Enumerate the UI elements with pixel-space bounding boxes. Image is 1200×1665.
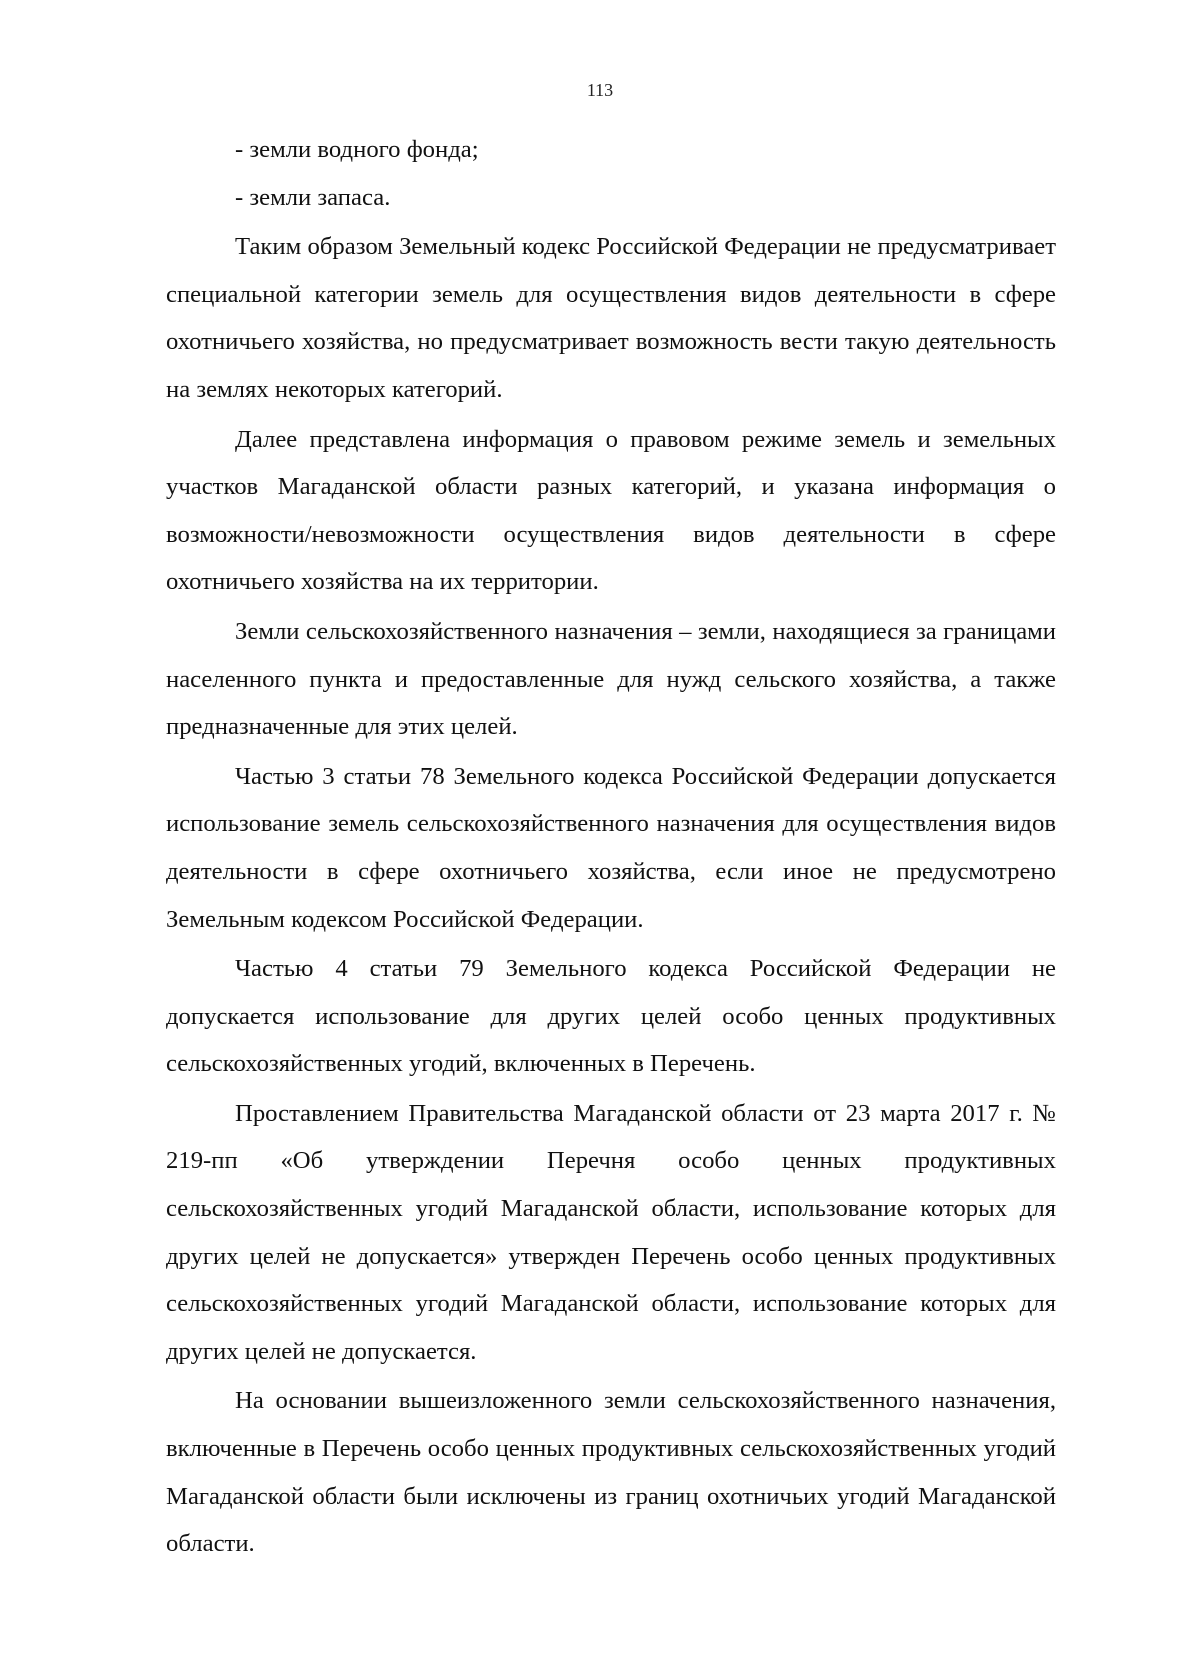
paragraph-article-79: Частью 4 статьи 79 Земельного кодекса Российской Федерации не допускается использование для других целей особо ценных продуктивных сельскохозяйственных угодий, включенных в Перечень.: [166, 955, 1056, 1078]
paragraph-article-78: Частью 3 статьи 78 Земельного кодекса Российской Федерации допускается использование земель сельскохозяйственного назначения для осуществления видов деятельности в сфере охотничьего хозяйства, если иное не предусмотрено Земельным кодексом Российской Федерации.: [166, 762, 1056, 933]
paragraph-agricultural-lands-definition: Земли сельскохозяйственного назначения – земли, находящиеся за границами населенного пункта и предоставленные для нужд сельского хозяйства, а также предназначенные для этих целей.: [166, 617, 1056, 741]
page-number: 113: [586, 80, 614, 100]
list-item-reserve-lands: - земли запаса.: [235, 183, 391, 211]
document-body: [166, 126, 1056, 1568]
paragraph-land-code-categories: Таким образом Земельный кодекс Российской Федерации не предусматривает специальной категории земель для осуществления видов деятельности в сфере охотничьего хозяйства, но предусматривает возможность вести такую деятельность на землях некоторых категорий.: [166, 233, 1056, 403]
paragraph-government-resolution: Проставлением Правительства Магаданской области от 23 марта 2017 г. № 219-пп «Об утверждении Перечня особо ценных продуктивных сельскохозяйственных угодий Магаданской области, использование которых для других целей не допускается» утвержден Перечень особо ценных продуктивных сельскохозяйственных угодий Магаданской области, использование которых для других целей не допускается.: [166, 1099, 1056, 1365]
paragraph-information-overview: Далее представлена информация о правовом режиме земель и земельных участков Магаданской области разных категорий, и указана информация о возможности/невозможности осуществления видов деятельности в сфере охотничьего хозяйства на их территории.: [166, 425, 1056, 596]
list-item-water-fund-lands: - земли водного фонда;: [235, 136, 479, 163]
paragraph-conclusion: На основании вышеизложенного земли сельскохозяйственного назначения, включенные в Перечень особо ценных продуктивных сельскохозяйственных угодий Магаданской области были исключены из границ охотничьих угодий Магаданской области.: [166, 1387, 1056, 1558]
